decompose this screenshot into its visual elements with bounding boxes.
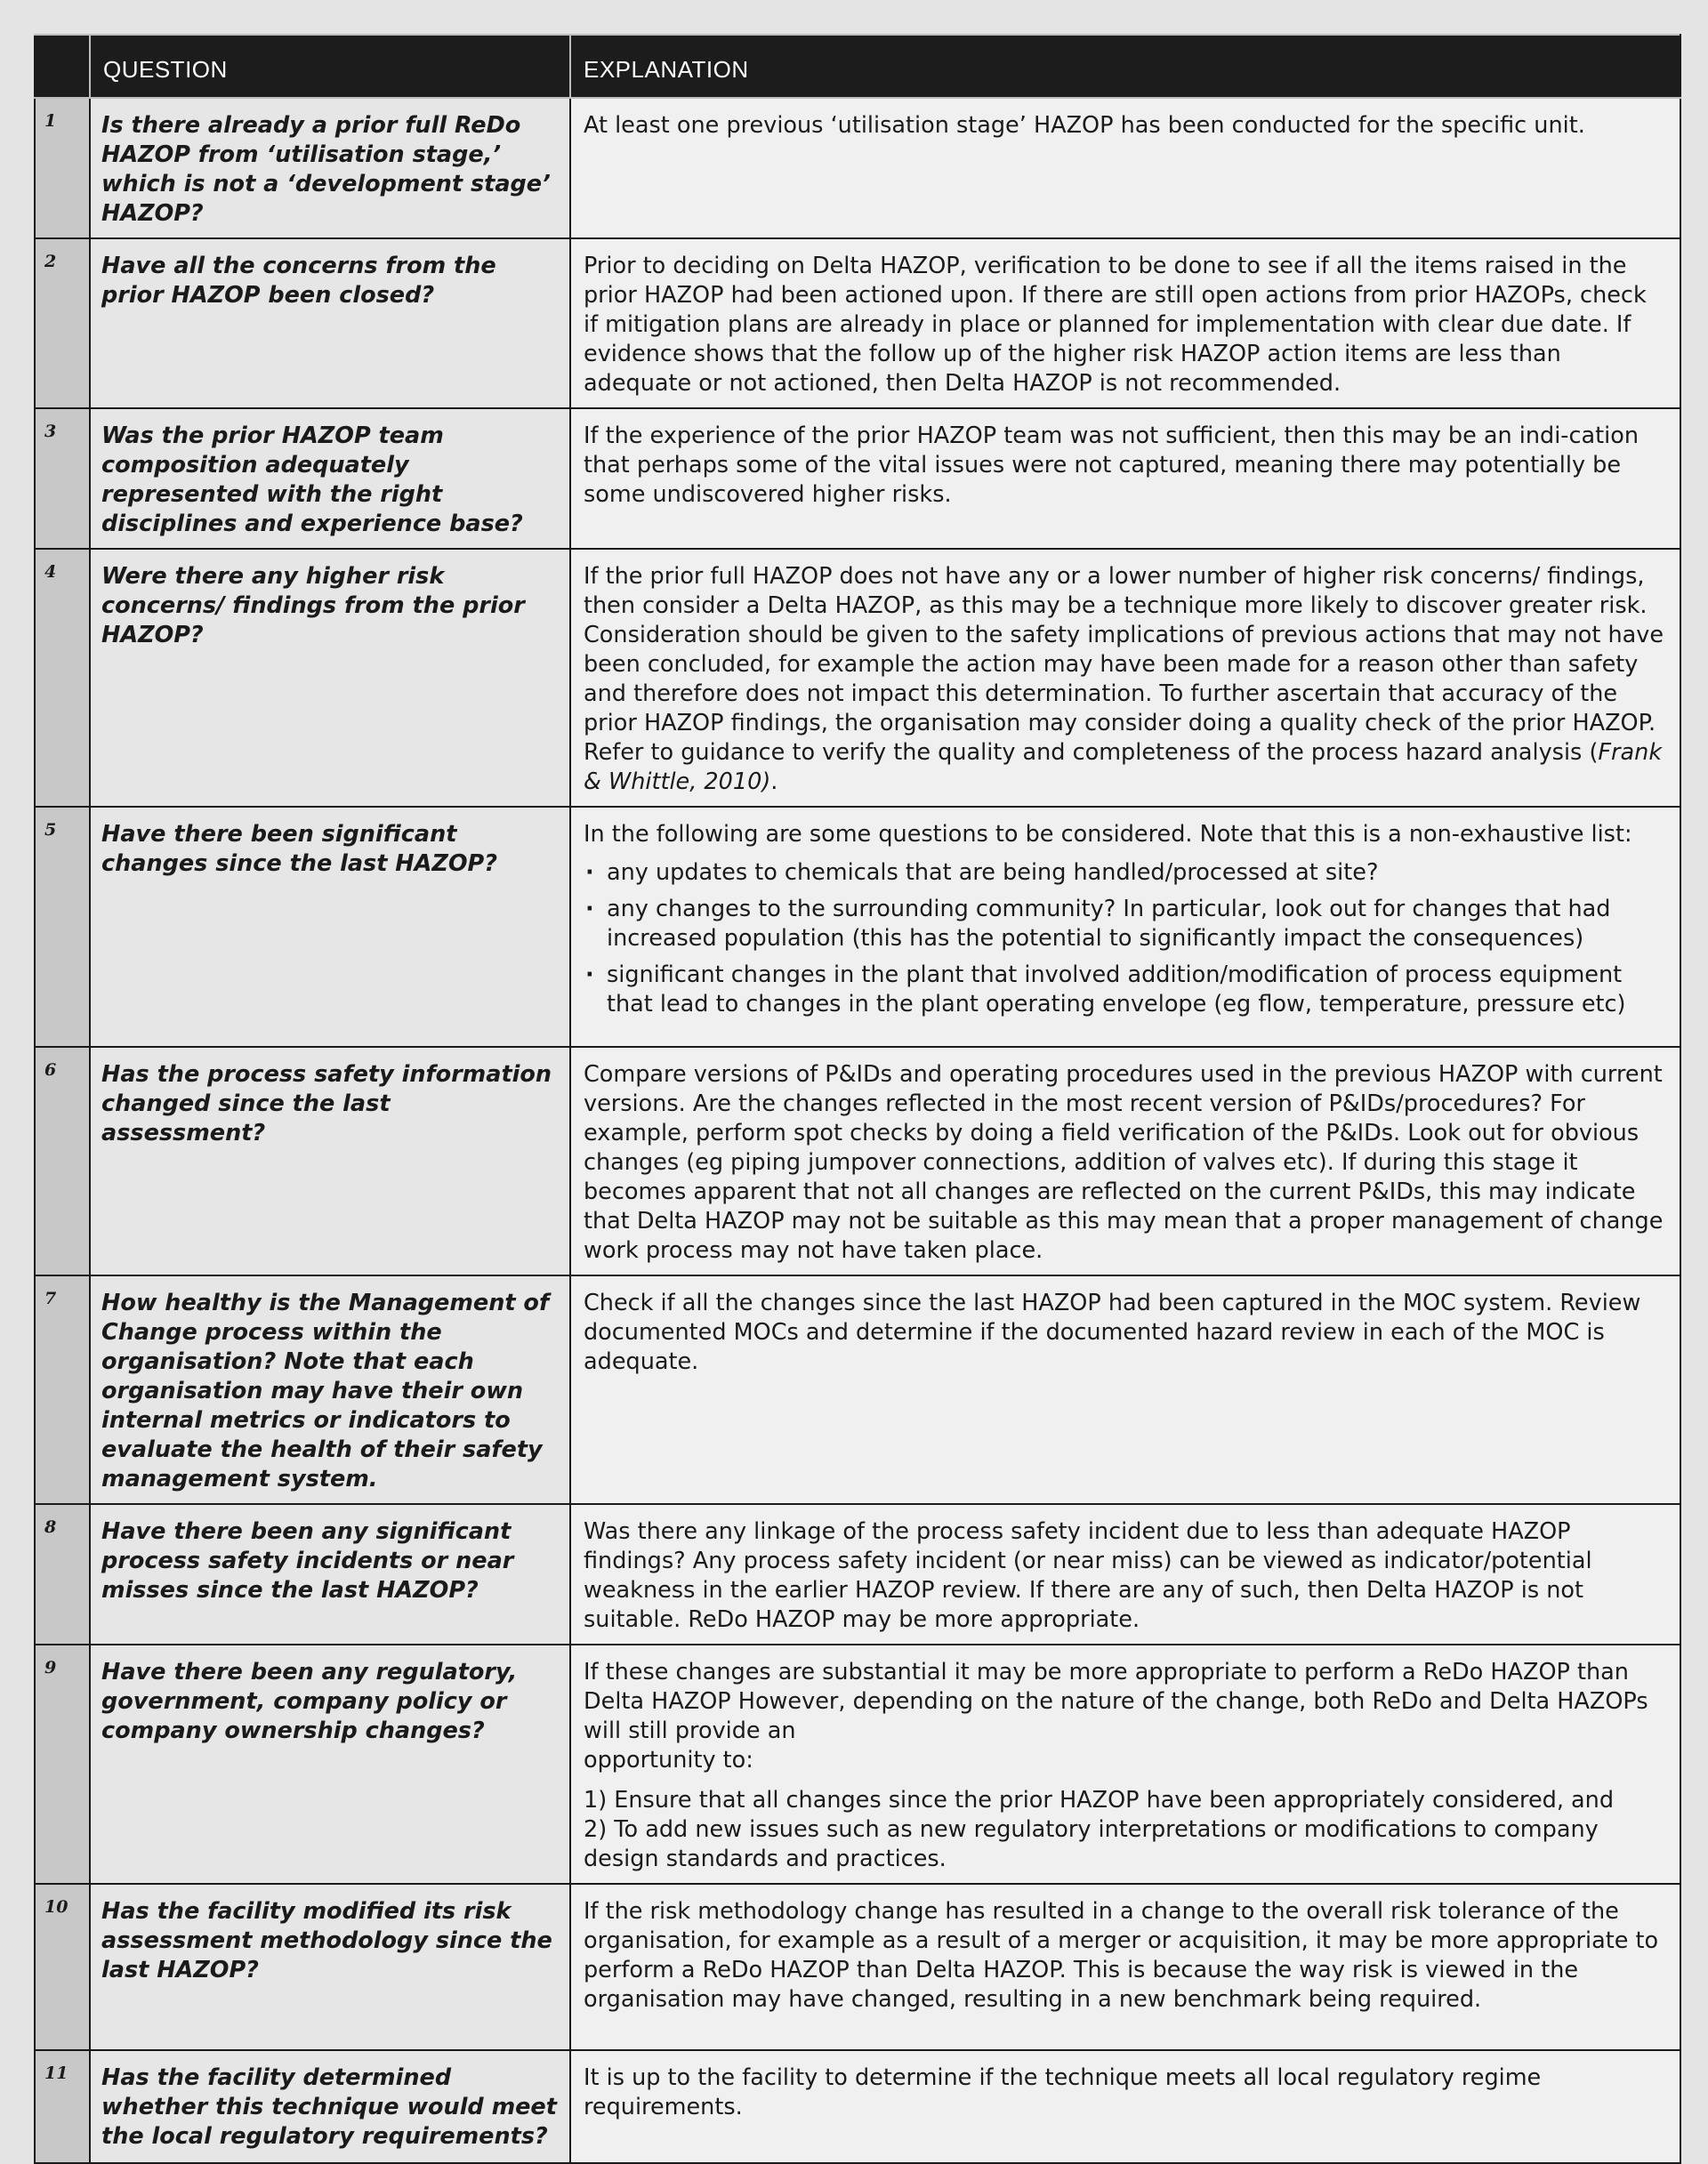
row-number: 11 xyxy=(35,2050,90,2163)
row-explanation: If the experience of the prior HAZOP team was not sufficient, then this may be an indi-cation that perhaps some of the vital issues were not captured, meaning there may potentially be some undiscovered higher risks. xyxy=(570,408,1680,549)
row-explanation-text: If these changes are substantial it may be more appropriate to perform a ReDo HAZOP than Delta HAZOP However, depending on the nature of the change, both ReDo and Delta HAZOPs will still provide an xyxy=(584,1659,1648,1744)
row-number: 7 xyxy=(35,1275,90,1504)
row-question: Were there any higher risk concerns/ findings from the prior HAZOP? xyxy=(90,549,570,807)
row-explanation xyxy=(570,807,1680,1047)
row-explanation xyxy=(570,549,1680,807)
row-explanation-text: If the prior full HAZOP does not have any or a lower number of higher risk concerns/ findings, then consider a Delta HAZOP, as this may be a technique more likely to discover greater risk. Consideration should be given to the safety implications of previous actions that may not have been concluded, for example the action may have been made for a reason other than safety and therefore does not impact this determination. To further ascertain that accuracy of the prior HAZOP findings, the organisation may consider doing a quality check of the prior HAZOP. Refer to guidance to verify the quality and completeness of the process hazard analysis ( xyxy=(584,563,1664,766)
row-number: 5 xyxy=(35,807,90,1047)
table-row xyxy=(35,1884,1680,2050)
header-number xyxy=(35,35,90,98)
table-row xyxy=(35,2050,1680,2163)
row-question: Have there been any significant process safety incidents or near misses since the last HAZOP? xyxy=(90,1504,570,1645)
row-question: Has the facility determined whether this technique would meet the local regulatory requirements? xyxy=(90,2050,570,2163)
table-row xyxy=(35,408,1680,549)
row-explanation-line2: opportunity to: xyxy=(584,1747,753,1774)
bullet-item: · any updates to chemicals that are being handled/processed at site? xyxy=(584,858,1667,888)
row-question: How healthy is the Management of Change process within the organisation? Note that each organisation may have their own internal metrics or indicators to evaluate the health of their safety management system. xyxy=(90,1275,570,1504)
table-header-row xyxy=(35,35,1680,98)
row-question: Have there been significant changes since the last HAZOP? xyxy=(90,807,570,1047)
row-question: Is there already a prior full ReDo HAZOP from ‘utilisation stage,’ which is not a ‘development stage’ HAZOP? xyxy=(90,98,570,238)
row-number: 4 xyxy=(35,549,90,807)
row-number: 8 xyxy=(35,1504,90,1645)
numbered-point: 2) To add new issues such as new regulatory interpretations or modifications to company design standards and practices. xyxy=(584,1816,1599,1872)
row-question: Have there been any regulatory, government, company policy or company ownership changes? xyxy=(90,1645,570,1884)
row-explanation: At least one previous ‘utilisation stage’ HAZOP has been conducted for the specific unit. xyxy=(570,98,1680,238)
row-explanation: Compare versions of P&IDs and operating procedures used in the previous HAZOP with current versions. Are the changes reflected in the most recent version of P&IDs/procedures? For example, perform spot checks by doing a field verification of the P&IDs. Look out for obvious changes (eg piping jumpover connections, addition of valves etc). If during this stage it becomes apparent that not all changes are reflected on the current P&IDs, this may indicate that Delta HAZOP may not be suitable as this may mean that a proper management of change work process may not have taken place. xyxy=(570,1047,1680,1275)
row-number: 10 xyxy=(35,1884,90,2050)
citation: Frank & Whittle, 2010) xyxy=(584,739,1663,795)
row-question: Was the prior HAZOP team composition adequately represented with the right disciplines and experience base? xyxy=(90,408,570,549)
row-explanation-text: In the following are some questions to be considered. Note that this is a non-exhaustive list: xyxy=(584,821,1632,848)
numbered-point: 1) Ensure that all changes since the prior HAZOP have been appropriately considered, and xyxy=(584,1787,1615,1814)
table-row xyxy=(35,1504,1680,1645)
table-row xyxy=(35,1645,1680,1884)
row-question: Has the process safety information changed since the last assessment? xyxy=(90,1047,570,1275)
row-explanation: Check if all the changes since the last HAZOP had been captured in the MOC system. Review documented MOCs and determine if the documented hazard review in each of the MOC is adequate. xyxy=(570,1275,1680,1504)
row-question: Have all the concerns from the prior HAZOP been closed? xyxy=(90,238,570,408)
row-number: 6 xyxy=(35,1047,90,1275)
header-question: QUESTION xyxy=(90,35,570,98)
bullet-list xyxy=(584,858,1667,1019)
row-explanation: If the risk methodology change has resulted in a change to the overall risk tolerance of the organisation, for example as a result of a merger or acquisition, it may be more appropriate to perform a ReDo HAZOP than Delta HAZOP. This is because the way risk is viewed in the organisation may have changed, resulting in a new benchmark being required. xyxy=(570,1884,1680,2050)
bullet-item: · any changes to the surrounding community? In particular, look out for changes that had increased population (this has the potential to significantly impact the consequences) xyxy=(584,895,1667,953)
hazop-decision-table xyxy=(34,34,1681,2164)
table-row xyxy=(35,807,1680,1047)
row-question: Has the facility modified its risk assessment methodology since the last HAZOP? xyxy=(90,1884,570,2050)
row-explanation: It is up to the facility to determine if the technique meets all local regulatory regime requirements. xyxy=(570,2050,1680,2163)
row-explanation xyxy=(570,1645,1680,1884)
table-row xyxy=(35,98,1680,238)
row-explanation-end: . xyxy=(770,768,778,795)
row-number: 3 xyxy=(35,408,90,549)
row-number: 1 xyxy=(35,98,90,238)
table-row xyxy=(35,1047,1680,1275)
table-row xyxy=(35,238,1680,408)
table-row xyxy=(35,549,1680,807)
bullet-item: · significant changes in the plant that involved addition/modification of process equipment that lead to changes in the plant operating envelope (eg flow, temperature, pressure etc) xyxy=(584,961,1667,1019)
header-explanation: EXPLANATION xyxy=(570,35,1680,98)
row-explanation: Prior to deciding on Delta HAZOP, verification to be done to see if all the items raised in the prior HAZOP had been actioned upon. If there are still open actions from prior HAZOPs, check if mitigation plans are already in place or planned for implementation with clear due date. If evidence shows that the follow up of the higher risk HAZOP action items are less than adequate or not actioned, then Delta HAZOP is not recommended. xyxy=(570,238,1680,408)
table-row xyxy=(35,1275,1680,1504)
row-number: 9 xyxy=(35,1645,90,1884)
row-explanation: Was there any linkage of the process safety incident due to less than adequate HAZOP findings? Any process safety incident (or near miss) can be viewed as indicator/potential weakness in the earlier HAZOP review. If there are any of such, then Delta HAZOP is not suitable. ReDo HAZOP may be more appropriate. xyxy=(570,1504,1680,1645)
row-number: 2 xyxy=(35,238,90,408)
